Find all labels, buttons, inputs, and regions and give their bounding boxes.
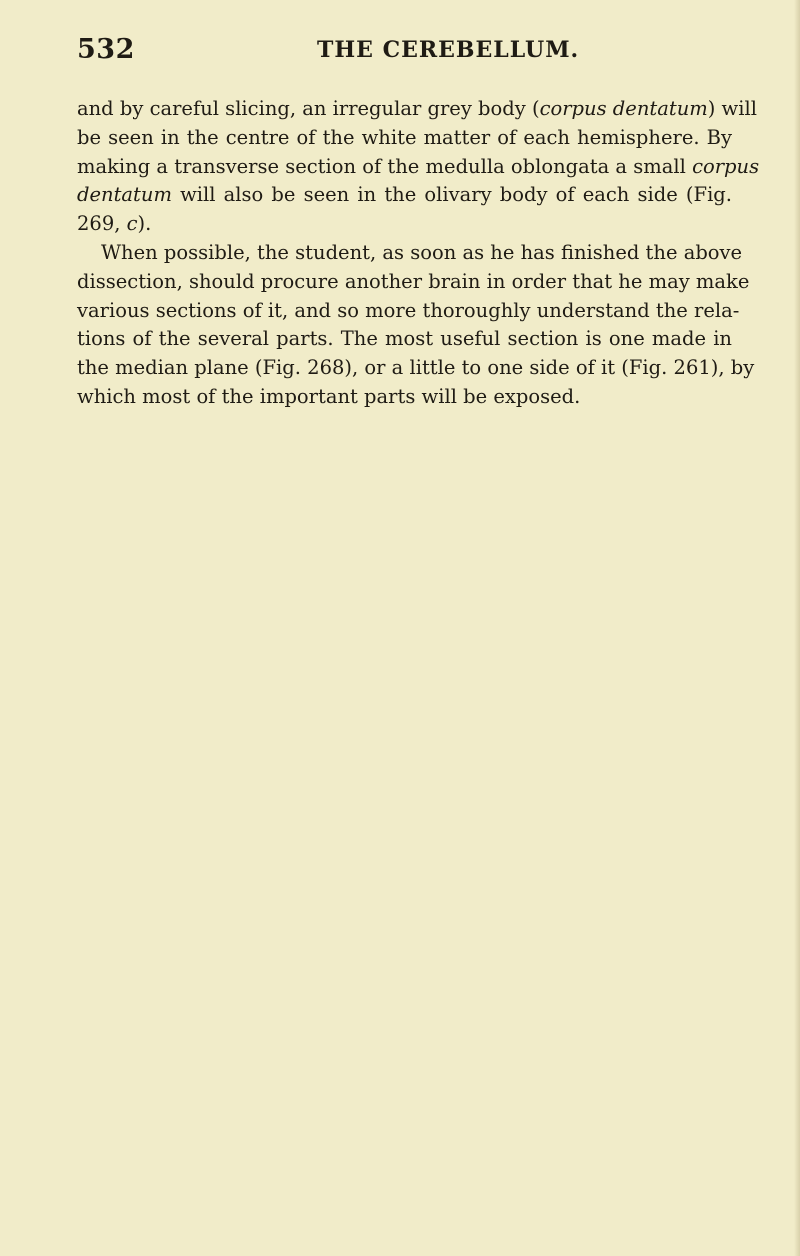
text-line: dissection, should procure another brain in order that he may make xyxy=(77,269,750,293)
page-number: 532 xyxy=(77,34,135,65)
running-title: THE CEREBELLUM. xyxy=(317,37,580,63)
text-line: dentatum will also be seen in the olivary body of each side (Fig. xyxy=(77,183,732,207)
paragraph-2 xyxy=(77,239,755,412)
text-line: making a transverse section of the medulla oblongata a small corpus xyxy=(77,154,760,178)
text-line: 269, c). xyxy=(77,212,152,236)
page-edge-shadow xyxy=(794,0,800,1256)
text-line: When possible, the student, as soon as he has finished the above xyxy=(101,240,743,264)
text-line: and by careful slicing, an irregular grey body (corpus dentatum) will xyxy=(77,97,757,120)
page-header xyxy=(77,34,732,74)
paragraph-1 xyxy=(77,95,760,239)
text-line: the median plane (Fig. 268), or a little to one side of it (Fig. 261), by xyxy=(77,356,755,380)
text-line: be seen in the centre of the white matter of each hemisphere. By xyxy=(77,125,732,149)
body-text xyxy=(77,95,760,412)
text-line: tions of the several parts. The most useful section is one made in xyxy=(77,327,732,351)
text-line: which most of the important parts will be exposed. xyxy=(77,384,581,408)
text-line: various sections of it, and so more thoroughly understand the rela- xyxy=(77,298,740,322)
